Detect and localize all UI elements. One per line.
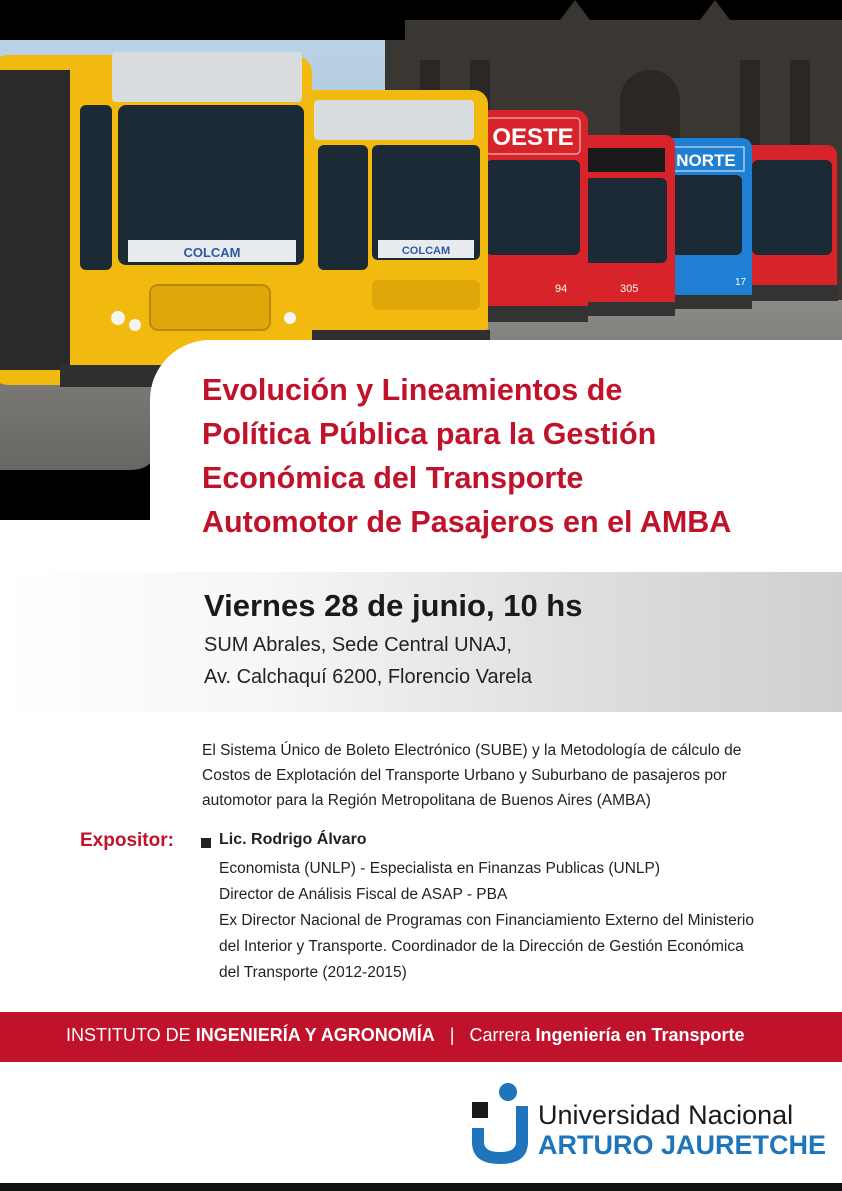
speaker-bio-line: Director de Análisis Fiscal de ASAP - PBA (219, 886, 508, 903)
institute-prefix: INSTITUTO DE (66, 1025, 191, 1045)
title-line: Automotor de Pasajeros en el AMBA (202, 505, 732, 539)
route-number-1: 94 (555, 283, 568, 295)
separator: | (449, 1025, 455, 1045)
description-line: El Sistema Único de Boleto Electrónico (SUBE) y la Metodología de cálculo de (202, 742, 742, 759)
speaker-bio-line: Ex Director Nacional de Programas con Financiamiento Externo del Ministerio (219, 912, 754, 929)
event-venue: SUM Abrales, Sede Central UNAJ, (204, 634, 512, 656)
event-address: Av. Calchaquí 6200, Florencio Varela (204, 666, 532, 688)
institute-text (66, 1025, 745, 1046)
title-line: Económica del Transporte (202, 461, 584, 495)
university-logo (470, 1080, 827, 1165)
brand-plate-2: COLCAM (401, 245, 451, 257)
logo-text-line1: Universidad Nacional (538, 1100, 794, 1130)
route-number-3: 17 (735, 277, 747, 288)
bus-sign-norte: NORTE (676, 151, 736, 170)
institute-bar (0, 1012, 842, 1062)
title-line: Evolución y Lineamientos de (202, 373, 623, 407)
institute-name: INGENIERÍA Y AGRONOMÍA (195, 1025, 435, 1045)
route-number-2: 305 (620, 283, 639, 295)
speaker-label: Expositor: (80, 830, 174, 851)
speaker-bio (219, 856, 829, 986)
bottom-rule (0, 1183, 842, 1191)
speaker-bio-line: Economista (UNLP) - Especialista en Finanzas Publicas (UNLP) (219, 860, 661, 877)
description-line: automotor para la Región Metropolitana de Buenos Aires (AMBA) (202, 792, 651, 809)
speaker-bio-line: del Interior y Transporte. Coordinador de la Dirección de Gestión Económica (219, 938, 744, 955)
speaker-name: Lic. Rodrigo Álvaro (219, 831, 367, 848)
page-title (202, 368, 822, 544)
speaker-bio-line: del Transporte (2012-2015) (219, 964, 407, 981)
talk-description (202, 738, 822, 813)
logo-text-line2: ARTURO JAURETCHE (538, 1130, 827, 1160)
bullet-square-icon (201, 838, 211, 848)
unaj-logo-mark-icon (470, 1080, 530, 1165)
bus-sign-oeste: OESTE (492, 124, 574, 151)
career-name: Ingeniería en Transporte (535, 1025, 745, 1045)
career-prefix: Carrera (469, 1025, 531, 1045)
title-line: Política Pública para la Gestión (202, 417, 657, 451)
description-line: Costos de Explotación del Transporte Urbano y Suburbano de pasajeros por (202, 767, 727, 784)
event-date: Viernes 28 de junio, 10 hs (204, 588, 583, 623)
brand-plate-1: COLCAM (183, 245, 241, 260)
